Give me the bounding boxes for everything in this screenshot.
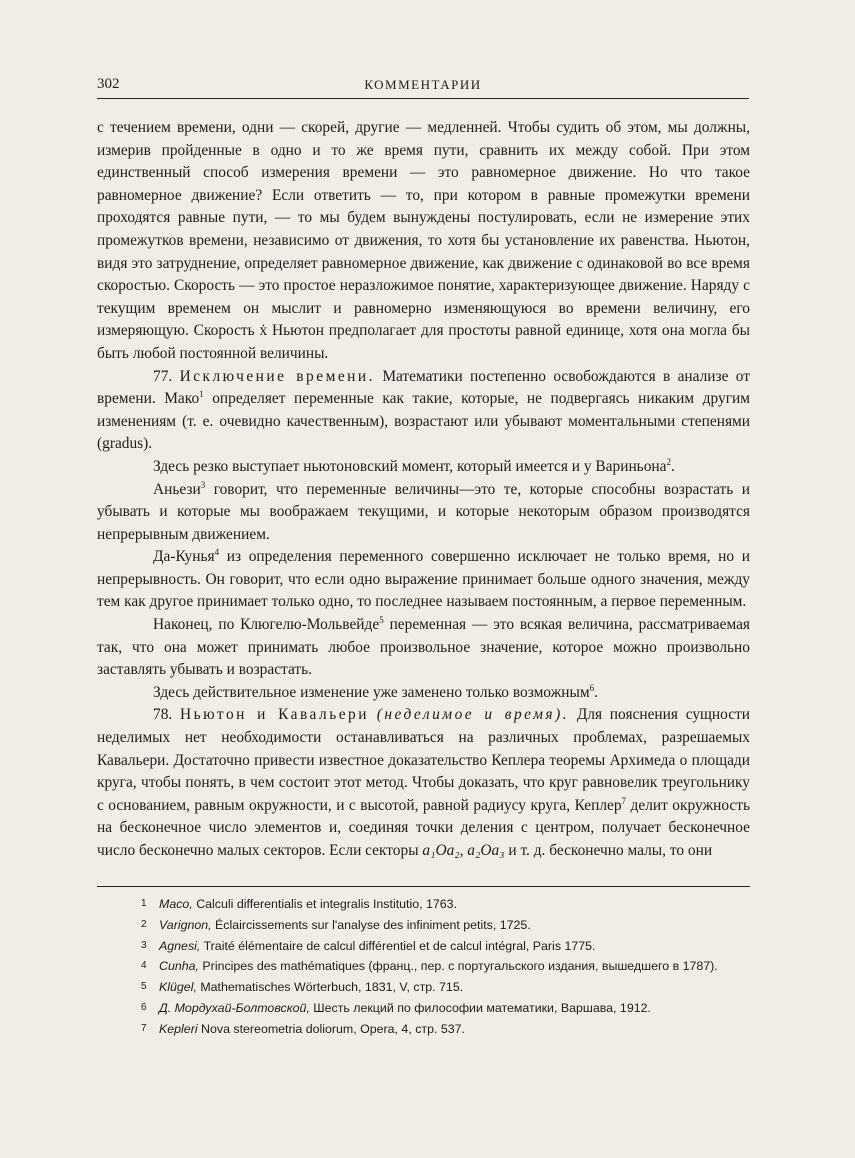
text-run: . (670, 457, 675, 475)
footnote (97, 977, 750, 998)
paragraph-continuation: с течением времени, одни — скорей, другие — медленней. Чтобы судить об этом, мы должны, измерив пройденные в одно и то же время пути, сравнить их между собой. При этом единственный способ измерения времени — это равномерное движение. Но что такое равномерное движение? Если ответить — то, при котором в равные промежутки времени проходятся равные пути, — то мы будем вынуждены постулировать, если не измерение этих промежутков времени, независимо от движения, то хотя бы установление их равенства. Ньютон, видя это затруднение, определяет равномерное движение, как движение с одинаковой во все время скоростью. Скорость — это простое неразложимое понятие, характеризующее движение. Наряду с текущим временем он мыслит и равномерно изменяющуюся во времени величину, его измеряющую. Скорость ẋ Ньютон предполагает для простоты равной единице, хотя она могла бы быть любой постоянной величины. (97, 119, 750, 362)
footnote-text: Traité élémentaire de calcul différentiel et de calcul intégral, Paris 1775. (203, 938, 596, 953)
footnote-author: Kepleri (159, 1021, 198, 1036)
footnote-text: Calculi differentialis et integralis Institutio, 1763. (196, 897, 458, 911)
footnote (97, 956, 750, 977)
footnote-ref: 5 (379, 615, 384, 626)
text-run: Да-Кунья (153, 548, 215, 566)
section-number: 78. (153, 706, 173, 724)
footnote-ref: 7 (621, 795, 627, 806)
paragraph (97, 614, 750, 682)
running-title: КОММЕНТАРИИ (364, 77, 482, 92)
page-number: 302 (97, 76, 120, 92)
footnote-ref: 2 (666, 456, 671, 467)
text-run: Здесь резко выступает ньютоновский момент, который имеется и у Вариньона (153, 457, 667, 475)
footnote-ref: 6 (589, 682, 595, 693)
footnote-number: 2 (141, 918, 147, 930)
footnote (97, 915, 750, 936)
text-run: Математики постепенно освобождаются в анализе от времени. Мако (97, 367, 750, 408)
footnote-ref: 4 (214, 547, 220, 558)
footnote-text: Éclaircissements sur l'analyse des infiniment petits, 1725. (215, 917, 531, 932)
paragraph (97, 479, 750, 547)
footnote (97, 1019, 750, 1040)
footnote-author: Д. Мордухай-Болтовской, (159, 1000, 310, 1015)
text-run: делит окружность на бесконечное число элементов и, соединяя точки деления с центром, получает бесконечное число бесконечно малых секторов. Если секторы (97, 796, 750, 859)
text-run: говорит, что переменные величины—это те, которые способны возрастать и убывать и которые мы воображаем текущими, и которые некоторым образом производятся непрерывным движением. (97, 480, 750, 543)
paragraph (97, 546, 750, 614)
footnote-ref: 3 (200, 479, 206, 490)
text-run: Для пояснения сущности неделимых нет необходимости останавливаться на различных проблемах, разрешаемых Кавальери. Достаточно привести известное доказательство Кеплера теоремы Архимеда о площади круга, чтобы понять, в чем состоит этот метод. Чтобы доказать, что круг равновелик треугольнику с основанием, равным окружности, и с высотой, равной радиусу круга, Кеплер (97, 706, 750, 814)
footnote-text: Nova stereometria doliorum, Opera, 4, стр. 537. (201, 1021, 465, 1036)
footnote (97, 998, 750, 1019)
footnote-text: Mathematisches Wörterbuch, 1831, V, стр. 715. (200, 980, 464, 995)
paragraph-section-78 (97, 704, 750, 862)
text-run: из определения переменного совершенно исключает не только время, но и непрерывность. Он говорит, что если одно выражение принимает больше одного значения, между тем как другое принимает только одно, то последнее называем постоянным, а первое переменным. (97, 548, 750, 611)
body-text (97, 117, 750, 863)
text-run: . (594, 683, 598, 701)
footnote-text: Шесть лекций по философии математики, Варшава, 1912. (313, 1000, 651, 1015)
math-expression: a₁Oa₂, a₂Oa₃ (422, 842, 505, 859)
footnote-author: Varignon, (159, 917, 212, 932)
footnote-number: 7 (141, 1022, 147, 1034)
page-header (97, 76, 749, 99)
footnote-number: 6 (141, 1001, 147, 1013)
footnote-ref: 1 (199, 389, 204, 400)
section-title: Ньютон и Кавальери (180, 706, 369, 724)
footnote-author: Klügel, (159, 980, 197, 995)
footnote-divider (97, 886, 750, 887)
footnote-author: Maco, (159, 897, 193, 911)
text-run: Здесь действительное изменение уже заменено только возможным (153, 683, 590, 701)
footnote-number: 4 (141, 960, 147, 972)
paragraph-section-77 (97, 366, 750, 456)
footnote-author: Agnesi, (159, 938, 201, 953)
text-run: Аньези (153, 480, 201, 498)
section-subtitle: (неделимое и время). (376, 706, 570, 724)
text-run: Наконец, по Клюгелю-Мольвейде (153, 616, 380, 634)
footnote-number: 5 (141, 981, 147, 993)
text-run: и т. д. бесконечно малы, то они (508, 842, 713, 859)
footnote-number: 3 (141, 939, 147, 951)
footnote-author: Cunha, (159, 959, 199, 974)
paragraph (97, 682, 750, 705)
paragraph (97, 456, 750, 479)
text-run: определяет переменные как такие, которые, не подвергаясь никаким другим изменениям (т. е. очевидно качественным), возрастают или убывают моментальными степенями (gradus). (97, 390, 750, 453)
section-title: Исключение времени. (179, 367, 375, 385)
footnote-number: 1 (141, 898, 147, 909)
footnote (97, 894, 750, 915)
text-run: переменная — это всякая величина, рассматриваемая так, что она может принимать любое произвольное значение, которое можно произвольно заставлять убывать и возрастать. (97, 616, 750, 679)
section-number: 77. (153, 367, 173, 385)
footnote-text: Principes des mathématiques (франц., пер. с португальского издания, вышедшего в 1787). (202, 959, 718, 974)
footnote (97, 936, 750, 957)
footnotes (97, 894, 750, 1040)
